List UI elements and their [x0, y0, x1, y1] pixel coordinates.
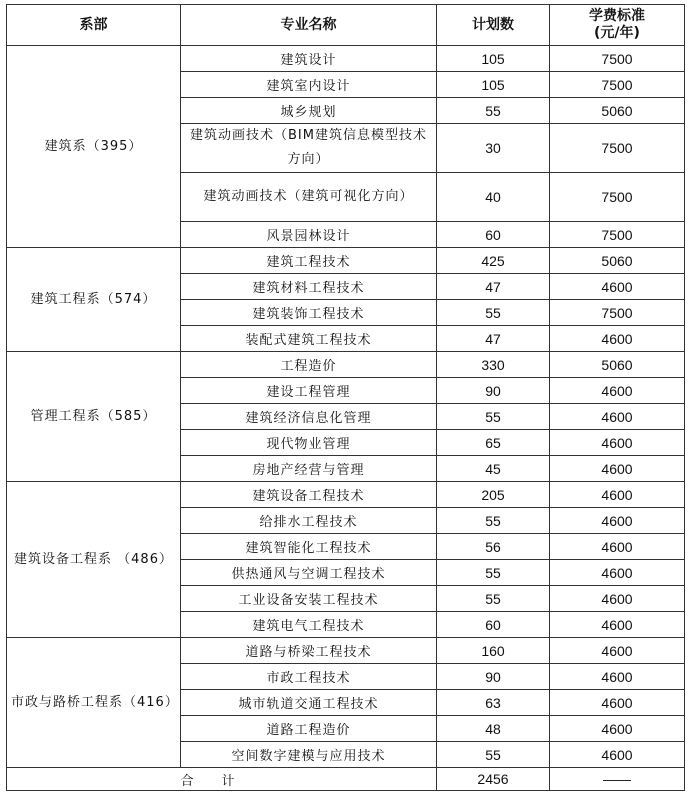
header-fee	[550, 5, 685, 46]
major-cell: 道路工程造价	[181, 716, 437, 742]
header-plan: 计划数	[437, 5, 550, 46]
plan-cell: 90	[437, 378, 550, 404]
fee-cell: 7500	[550, 173, 685, 222]
plan-cell: 330	[437, 352, 550, 378]
fee-cell: 4600	[550, 638, 685, 664]
department-cell: 市政与路桥工程系（416）	[7, 638, 181, 768]
table-row	[7, 352, 685, 378]
total-plan-cell: 2456	[437, 768, 550, 791]
fee-cell: 4600	[550, 482, 685, 508]
plan-cell: 55	[437, 98, 550, 124]
plan-cell: 63	[437, 690, 550, 716]
plan-cell: 105	[437, 46, 550, 72]
table-row	[7, 638, 685, 664]
major-cell: 建筑装饰工程技术	[181, 300, 437, 326]
department-cell: 建筑系（395）	[7, 46, 181, 248]
major-cell: 工业设备安装工程技术	[181, 586, 437, 612]
plan-cell: 60	[437, 612, 550, 638]
plan-cell: 205	[437, 482, 550, 508]
header-major: 专业名称	[181, 5, 437, 46]
major-cell: 装配式建筑工程技术	[181, 326, 437, 352]
fee-cell: 7500	[550, 222, 685, 248]
plan-cell: 55	[437, 300, 550, 326]
plan-cell: 55	[437, 742, 550, 768]
plan-cell: 47	[437, 326, 550, 352]
plan-cell: 55	[437, 586, 550, 612]
fee-cell: 7500	[550, 124, 685, 173]
fee-cell: 5060	[550, 248, 685, 274]
major-cell: 建筑动画技术（BIM建筑信息模型技术方向）	[181, 124, 437, 173]
fee-cell: 4600	[550, 716, 685, 742]
major-cell: 建筑动画技术（建筑可视化方向）	[181, 173, 437, 222]
major-cell: 建筑智能化工程技术	[181, 534, 437, 560]
fee-cell: 5060	[550, 352, 685, 378]
plan-cell: 160	[437, 638, 550, 664]
major-cell: 市政工程技术	[181, 664, 437, 690]
table-row	[7, 46, 685, 72]
department-cell: 管理工程系（585）	[7, 352, 181, 482]
fee-cell: 4600	[550, 508, 685, 534]
table-row	[7, 248, 685, 274]
total-row	[7, 768, 685, 791]
major-cell: 建筑设计	[181, 46, 437, 72]
major-cell: 现代物业管理	[181, 430, 437, 456]
major-cell: 建筑经济信息化管理	[181, 404, 437, 430]
major-cell: 给排水工程技术	[181, 508, 437, 534]
department-cell: 建筑工程系（574）	[7, 248, 181, 352]
major-cell: 房地产经营与管理	[181, 456, 437, 482]
major-cell: 建筑设备工程技术	[181, 482, 437, 508]
fee-cell: 7500	[550, 300, 685, 326]
total-label-cell	[7, 768, 437, 791]
fee-cell: 7500	[550, 72, 685, 98]
major-cell: 工程造价	[181, 352, 437, 378]
header-dept: 系部	[7, 5, 181, 46]
major-cell: 供热通风与空调工程技术	[181, 560, 437, 586]
total-label: 合计	[180, 773, 263, 789]
fee-cell: 4600	[550, 612, 685, 638]
major-cell: 城乡规划	[181, 98, 437, 124]
major-cell: 空间数字建模与应用技术	[181, 742, 437, 768]
enrollment-plan-table	[6, 4, 685, 791]
fee-cell: 4600	[550, 456, 685, 482]
fee-cell: 4600	[550, 430, 685, 456]
plan-cell: 55	[437, 404, 550, 430]
fee-cell: 4600	[550, 690, 685, 716]
plan-cell: 65	[437, 430, 550, 456]
plan-cell: 56	[437, 534, 550, 560]
major-cell: 城市轨道交通工程技术	[181, 690, 437, 716]
major-cell: 建筑室内设计	[181, 72, 437, 98]
fee-cell: 4600	[550, 664, 685, 690]
plan-cell: 55	[437, 560, 550, 586]
fee-cell: 4600	[550, 742, 685, 768]
header-row	[7, 5, 685, 46]
total-fee-cell: ——	[550, 768, 685, 791]
fee-cell: 4600	[550, 560, 685, 586]
major-cell: 建设工程管理	[181, 378, 437, 404]
major-cell: 风景园林设计	[181, 222, 437, 248]
plan-cell: 60	[437, 222, 550, 248]
fee-cell: 4600	[550, 378, 685, 404]
department-cell: 建筑设备工程系 （486）	[7, 482, 181, 638]
header-fee-line2: (元/年)	[594, 25, 640, 41]
fee-cell: 4600	[550, 326, 685, 352]
major-cell: 建筑电气工程技术	[181, 612, 437, 638]
plan-cell: 45	[437, 456, 550, 482]
header-fee-line1: 学费标准	[589, 8, 645, 24]
fee-cell: 5060	[550, 98, 685, 124]
fee-cell: 4600	[550, 404, 685, 430]
fee-cell: 4600	[550, 534, 685, 560]
plan-cell: 425	[437, 248, 550, 274]
major-cell: 建筑工程技术	[181, 248, 437, 274]
plan-cell: 40	[437, 173, 550, 222]
fee-cell: 7500	[550, 46, 685, 72]
major-cell: 道路与桥梁工程技术	[181, 638, 437, 664]
table-body	[7, 46, 685, 791]
fee-cell: 4600	[550, 586, 685, 612]
fee-cell: 4600	[550, 274, 685, 300]
plan-cell: 55	[437, 508, 550, 534]
major-cell: 建筑材料工程技术	[181, 274, 437, 300]
table-row	[7, 482, 685, 508]
plan-cell: 105	[437, 72, 550, 98]
plan-cell: 90	[437, 664, 550, 690]
plan-cell: 48	[437, 716, 550, 742]
plan-cell: 47	[437, 274, 550, 300]
plan-cell: 30	[437, 124, 550, 173]
